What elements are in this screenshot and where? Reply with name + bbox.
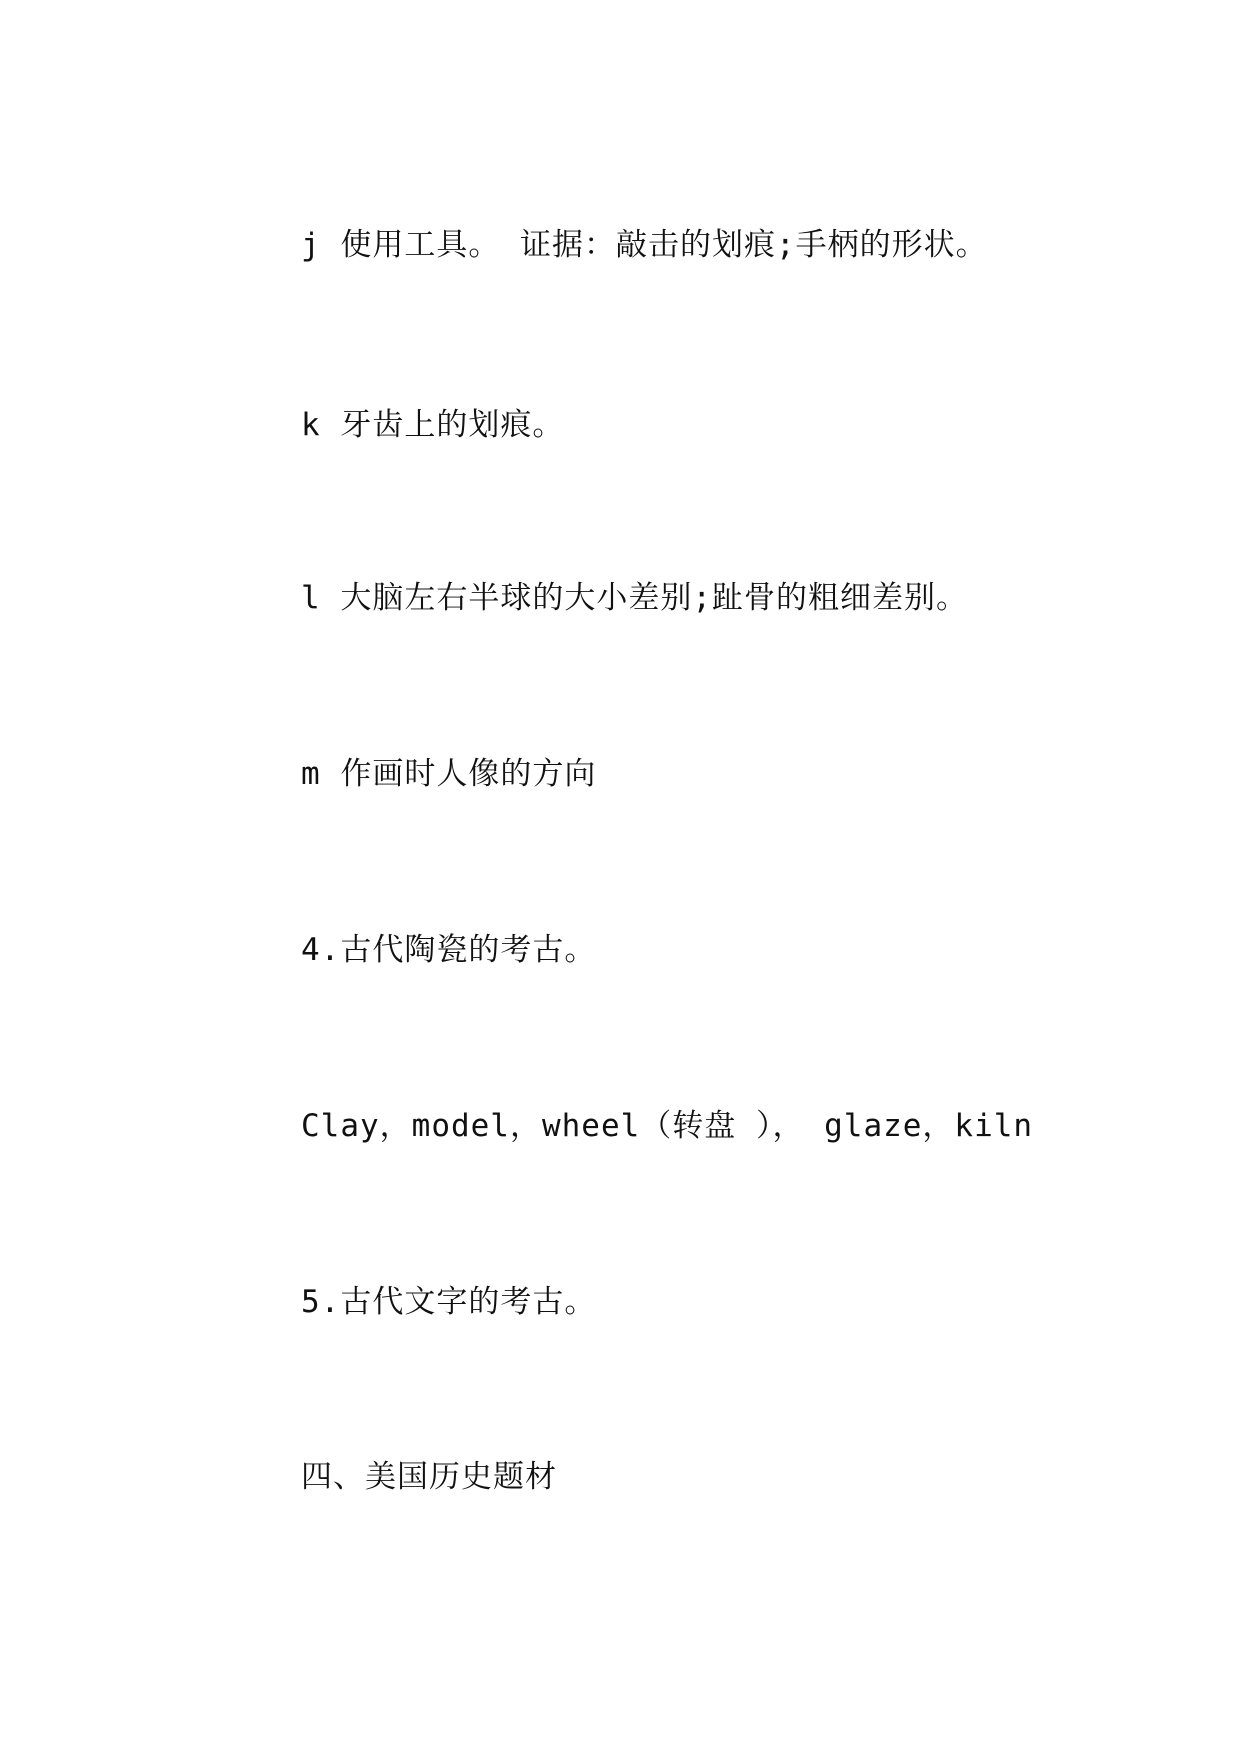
list-item-m-painting: m 作画时人像的方向 — [301, 756, 597, 792]
list-item-k-teeth: k 牙齿上的划痕。 — [301, 407, 565, 443]
section-heading-writing: 5.古代文字的考古。 — [301, 1284, 597, 1320]
ceramics-vocabulary: Clay，model，wheel（转盘 ）， glaze，kiln — [301, 1108, 1034, 1144]
list-item-j-tools: j 使用工具。 证据：敲击的划痕;手柄的形状。 — [301, 227, 988, 263]
section-heading-american-history: 四、美国历史题材 — [301, 1459, 557, 1495]
section-heading-ceramics: 4.古代陶瓷的考古。 — [301, 932, 597, 968]
list-item-l-brain: l 大脑左右半球的大小差别;趾骨的粗细差别。 — [301, 580, 968, 616]
